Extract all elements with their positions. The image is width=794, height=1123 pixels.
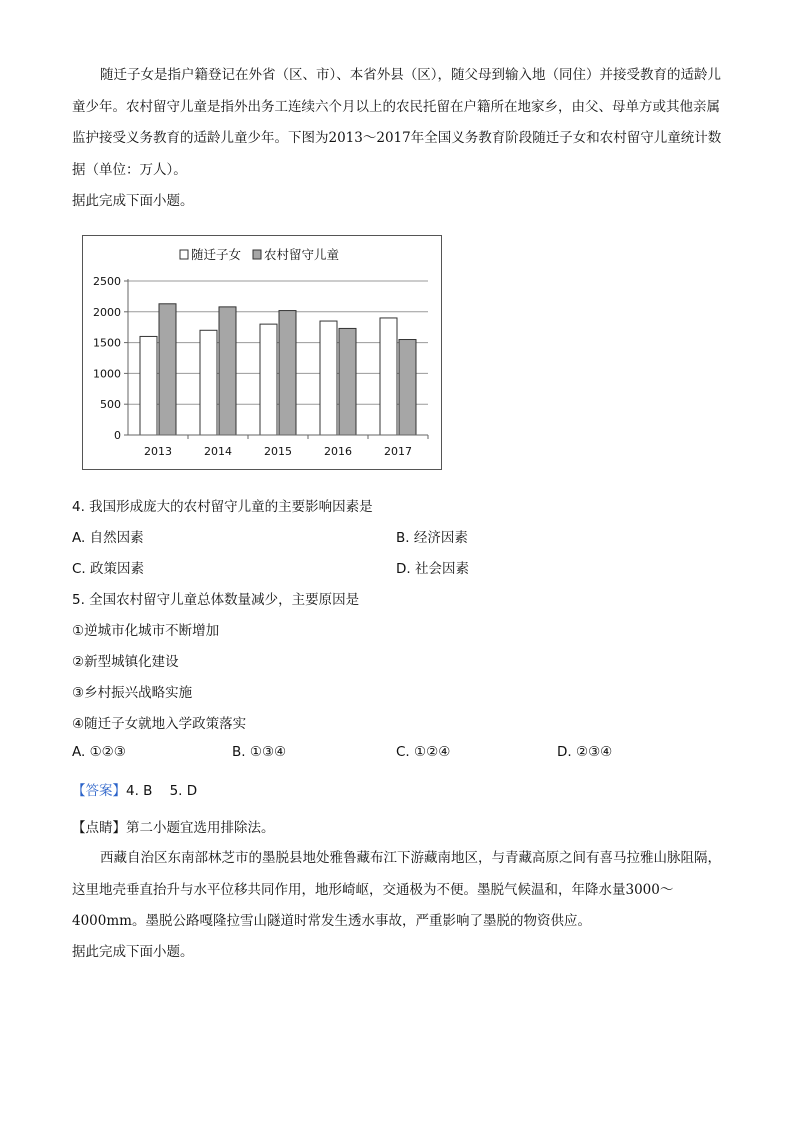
bar-1-2013 [140, 336, 157, 435]
y-tick-label-1500: 1500 [93, 336, 121, 350]
y-tick-label-1000: 1000 [93, 367, 121, 381]
q5-stem: 5. 全国农村留守儿童总体数量减少，主要原因是 [72, 592, 360, 608]
answer-tag: 【答案】 [72, 783, 126, 799]
intro-lead: 据此完成下面小题。 [72, 193, 194, 209]
q4-option-b[interactable]: B. 经济因素 [396, 530, 468, 546]
q5-item-3: ③乡村振兴战略实施 [72, 685, 193, 701]
q4-option-d[interactable]: D. 社会因素 [396, 561, 469, 577]
q4-option-c[interactable]: C. 政策因素 [72, 561, 145, 577]
q5-item-1: ①逆城市化城市不断增加 [72, 623, 220, 639]
tip-line [72, 816, 275, 836]
x-tick-label-2016: 2016 [324, 445, 352, 458]
bar-2-2013 [159, 304, 176, 435]
tibet-lead: 据此完成下面小题。 [72, 944, 194, 960]
answer-text: 4. B 5. D [126, 783, 198, 799]
legend-swatch-1 [180, 250, 188, 259]
x-tick-label-2014: 2014 [204, 445, 232, 458]
q5-option-c[interactable]: C. ①②④ [396, 744, 451, 760]
bar-2-2017 [399, 340, 416, 435]
bar-1-2017 [380, 318, 397, 435]
q5-item-4: ④随迁子女就地入学政策落实 [72, 716, 247, 732]
bar-2-2014 [219, 307, 236, 435]
bar-1-2015 [260, 324, 277, 435]
chart-bars [140, 304, 416, 435]
y-tick-label-2500: 2500 [93, 275, 121, 288]
x-tick-label-2013: 2013 [144, 445, 172, 458]
tip-text: 第二小题宜选用排除法。 [126, 820, 275, 836]
chart-legend [180, 247, 339, 262]
bar-1-2014 [200, 330, 217, 435]
legend-swatch-2 [253, 250, 261, 259]
q4-option-a[interactable]: A. 自然因素 [72, 530, 144, 546]
q5-option-d[interactable]: D. ②③④ [557, 744, 613, 760]
q5-option-b[interactable]: B. ①③④ [232, 744, 287, 760]
y-tick-label-0: 0 [114, 429, 121, 442]
x-tick-label-2017: 2017 [384, 445, 412, 458]
chart-frame [82, 235, 442, 470]
x-tick-label-2015: 2015 [264, 445, 292, 458]
legend-label-1: 随迁子女 [191, 247, 242, 262]
tibet-paragraph: 西藏自治区东南部林芝市的墨脱县地处雅鲁藏布江下游藏南地区，与青藏高原之间有喜马拉雅山脉阻隔，这里地壳垂直抬升与水平位移共同作用，地形崎岖，交通极为不便。墨脱气候温和，年降水量3000～4000mm。墨脱公路嘎隆拉雪山隧道时常发生透水事故，严重影响了墨脱的物资供应。 [72, 850, 721, 929]
bar-2-2015 [279, 311, 296, 435]
y-tick-label-2000: 2000 [93, 305, 121, 319]
tip-tag: 【点睛】 [72, 820, 126, 836]
intro-paragraph: 随迁子女是指户籍登记在外省（区、市）、本省外县（区），随父母到输入地（同住）并接受教育的适龄儿童少年。农村留守儿童是指外出务工连续六个月以上的农民托留在户籍所在地家乡，由父、母单方或其他亲属监护接受义务教育的适龄儿童少年。下图为2013～2017年全国义务教育阶段随迁子女和农村留守儿童统计数据（单位：万人）。 [72, 67, 722, 178]
bar-chart [83, 236, 441, 469]
q5-option-a[interactable]: A. ①②③ [72, 744, 126, 760]
answer-line [72, 779, 197, 799]
q4-stem: 4. 我国形成庞大的农村留守儿童的主要影响因素是 [72, 499, 373, 515]
q5-item-2: ②新型城镇化建设 [72, 654, 179, 670]
bar-1-2016 [320, 321, 337, 435]
y-tick-label-500: 500 [100, 398, 121, 412]
legend-label-2: 农村留守儿童 [264, 247, 340, 262]
bar-2-2016 [339, 328, 356, 435]
